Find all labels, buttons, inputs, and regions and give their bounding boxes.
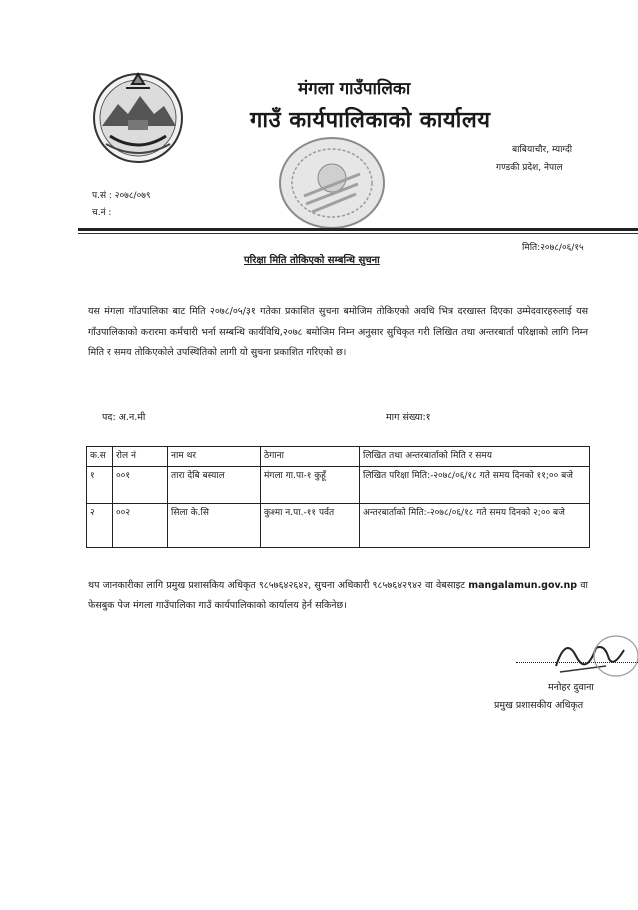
table-row bbox=[87, 504, 590, 548]
cell-interview-schedule: अन्तरबार्ताको मिति:-२०७८/०६/१८ गते समय दिनको २;०० बजे bbox=[360, 504, 590, 548]
column-header-serial: क.स bbox=[87, 447, 113, 467]
column-header-roll: रोल नं bbox=[113, 447, 168, 467]
header-divider-thin bbox=[78, 233, 638, 234]
cell-name: सिला के.सि bbox=[168, 504, 261, 548]
demand-count: माग संख्या:१ bbox=[386, 412, 431, 423]
footer-text-1: थप जानकारीका लागि प्रमुख प्रशासकिय अधिकृत ९८५७६४२६४२, सुचना अधिकारी ९८५७६४२९४२ वा वेबसाइट bbox=[88, 580, 466, 591]
address-line-2: गण्डकी प्रदेश, नेपाल bbox=[496, 163, 563, 173]
cell-address: कुश्मा न.पा.-११ पर्वत bbox=[261, 504, 360, 548]
official-stamp bbox=[276, 134, 388, 232]
signatory-role: प्रमुख प्रशासकीय अधिकृत bbox=[494, 700, 584, 711]
footer-info bbox=[88, 576, 588, 616]
cell-address: मंगला गा.पा-१ कुहूँ bbox=[261, 467, 360, 504]
signatory-name: मनोहर दुवाना bbox=[548, 682, 594, 693]
table-header-row bbox=[87, 447, 590, 467]
office-title: गाउँ कार्यपालिकाको कार्यालय bbox=[250, 108, 491, 133]
notice-subject: परिक्षा मिति तोकिएको सम्बन्धि सुचना bbox=[244, 255, 380, 266]
cell-written-exam-schedule: लिखित परिक्षा मिति:-२०७८/०६/१८ गते समय दिनको ११;०० बजे bbox=[360, 467, 590, 504]
column-header-name: नाम थर bbox=[168, 447, 261, 467]
post-label: पद: अ.न.मी bbox=[102, 412, 146, 423]
header-divider-thick bbox=[78, 228, 638, 231]
table-row bbox=[87, 467, 590, 504]
nepal-emblem-logo bbox=[88, 66, 188, 166]
notice-body: यस मंगला गाँउपालिका बाट मिति २०७८/०५/३१ गतेका प्रकाशित सुचना बमोजिम तोकिएको अवधि भित्र दरखास्त दिएका उम्मेदवारहरुलाई यस गाँउपालिकाको करारमा कर्मचारी भर्ना सम्बन्धि कार्यविधि,२०७८ बमोजिम निम्न अनुसार सुचिकृत गरी लिखित तथा अन्तरबार्ता परिक्षाको लागि निम्न मिति र समय तोकिएकोले उपस्थितिको लागी यो सुचना प्रकाशित गरिएको छ। bbox=[88, 306, 588, 358]
column-header-schedule: लिखित तथा अन्तरबार्ताको मिति र समय bbox=[360, 447, 590, 467]
reference-number: प.सं : २०७८/०७९ bbox=[92, 191, 151, 201]
dispatch-number: च.नं : bbox=[92, 208, 112, 218]
office-name: मंगला गाउँपालिका bbox=[298, 79, 411, 99]
signature-image bbox=[546, 626, 638, 686]
cell-name: तारा देबि बस्याल bbox=[168, 467, 261, 504]
footer-text-2: वा फेसबुक पेज मंगला गाउँपालिका गाउँ कार्यपालिकाको कार्यालय हेर्न सकिनेछ। bbox=[88, 580, 588, 611]
signature-line bbox=[516, 662, 638, 663]
cell-roll: ००२ bbox=[113, 504, 168, 548]
cell-serial: २ bbox=[87, 504, 113, 548]
address-line-1: बाबियाचौर, म्याग्दी bbox=[512, 145, 573, 155]
notice-date: मिति:२०७८/०६/१५ bbox=[522, 243, 584, 253]
exam-schedule-table bbox=[86, 446, 590, 548]
column-header-address: ठेगाना bbox=[261, 447, 360, 467]
cell-roll: ००१ bbox=[113, 467, 168, 504]
website-link: mangalamun.gov.np bbox=[468, 580, 578, 591]
cell-serial: १ bbox=[87, 467, 113, 504]
